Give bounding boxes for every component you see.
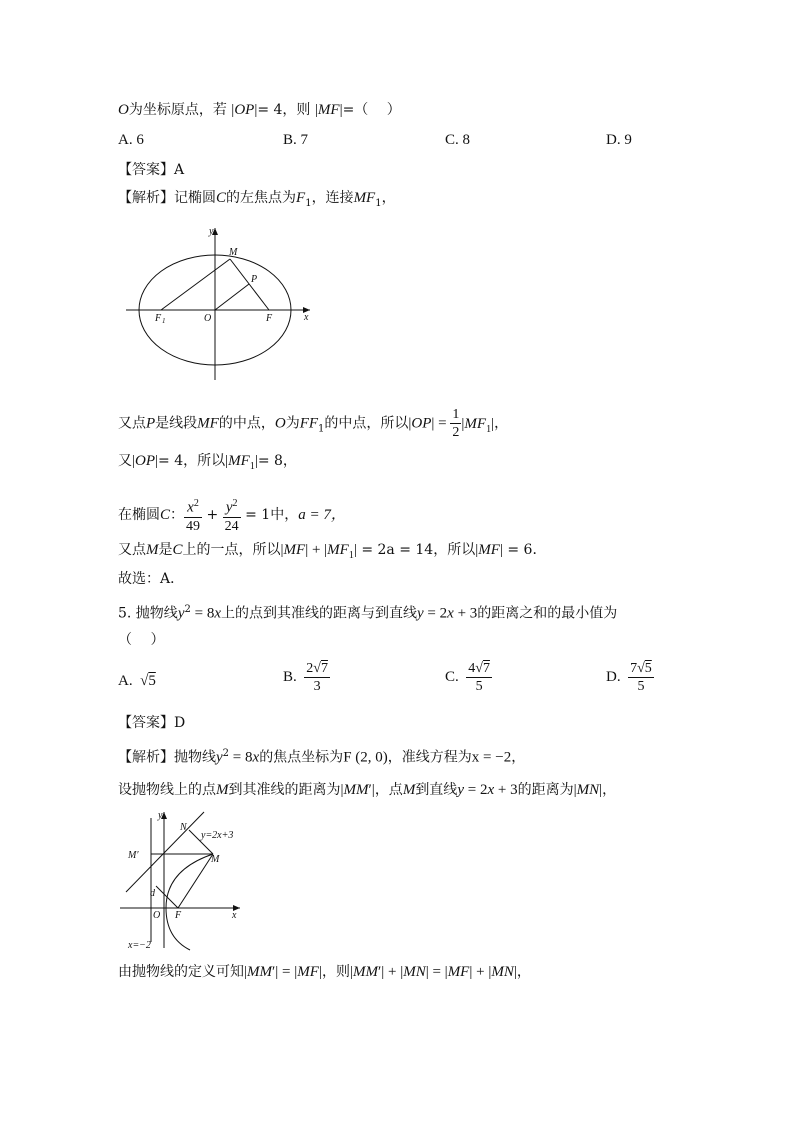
q5-option-a: A. √5 [118, 673, 156, 689]
label-f1: F [155, 313, 162, 324]
q4-option-c: C. 8 [445, 132, 471, 148]
label-n: N [180, 822, 187, 833]
q4-option-b: B. 7 [283, 132, 309, 148]
label-x: x [232, 910, 237, 921]
label-m-prime: M′ [128, 850, 139, 861]
label-o: O [153, 910, 161, 921]
label-f: F [266, 313, 273, 324]
label-x-eq: x=−2 [128, 940, 151, 951]
q4-answer: 【答案】A [118, 162, 185, 178]
q5-answer: 【答案】D [118, 715, 186, 731]
parabola-figure [118, 808, 250, 952]
q5-analysis-line3: 由抛物线的定义可知|MM′| = |MF|，则|MM′| + |MN| = |MF| + |MN|， [118, 964, 531, 980]
segment-o-p [215, 284, 249, 310]
q5-analysis-line1: 【解析】抛物线$y^2 = 8x$的焦点坐标为F (2, 0)，准线方程为x = −2， [118, 748, 526, 766]
label-m: M [229, 247, 238, 258]
q5-option-b: B. $\frac{2√7}{3}$ [283, 661, 328, 694]
parabola-curve [166, 854, 213, 950]
q4-analysis-line4: 在椭圆C： $\frac{x^2}{49}$ + $\frac{y^2}{24}$ = 1中，a = 7， [118, 495, 346, 535]
q4-analysis-line3: 又|OP|= 4，所以$|MF_1|= 8$， [118, 453, 297, 472]
label-p: P [251, 274, 258, 285]
q5-option-d: D. $\frac{7√5}{5}$ [606, 661, 652, 694]
label-y: y [209, 226, 214, 237]
q4-analysis-line6: 故选：A． [118, 571, 185, 587]
label-line: y=2x+3 [201, 830, 234, 841]
q4-analysis-line1: 【解析】记椭圆C的左焦点为$F_1$，连接$MF_1$， [118, 190, 396, 209]
segment-m-f [230, 259, 269, 310]
label-y: y [158, 810, 163, 821]
segment-f1-m [161, 259, 230, 310]
q4-analysis-line5: 又点M是C上的一点，所以$|MF| + |MF_1| = 2a = 14$，所以|MF| = 6． [118, 542, 547, 561]
fraction-one-half: $\frac{1}{2}$ [452, 407, 460, 440]
q5-analysis-line2: 设抛物线上的点M到其准线的距离为|MM′|，点M到直线y = 2x + 3的距离为|MN|， [118, 782, 617, 798]
q4-stem: O为坐标原点，若 |OP|= 4，则 |MF|=（ ） [118, 102, 401, 118]
label-m: M [211, 854, 220, 865]
label-f: F [175, 910, 182, 921]
q4-option-a: A. 6 [118, 132, 144, 148]
label-d: d [150, 888, 155, 899]
segment-f-d [156, 886, 178, 908]
q5-stem-bracket: （ ） [118, 632, 165, 648]
q4-analysis-line2: 又点P是线段MF的中点，O为$FF_1$的中点，所以|OP| = $\frac{1}{2}$ $|MF_1|$， [118, 407, 509, 440]
ellipse-figure [118, 222, 318, 384]
svg-text:1: 1 [162, 317, 166, 325]
q4-option-d: D. 9 [606, 132, 632, 148]
label-x: x [304, 312, 309, 323]
label-o: O [204, 313, 212, 324]
q5-option-c: C. $\frac{4√7}{5}$ [445, 661, 490, 694]
q5-stem: 5. 抛物线$y^2 = 8x$上的点到其准线的距离与到直线y = 2x + 3的距离之和的最小值为 [118, 604, 618, 622]
